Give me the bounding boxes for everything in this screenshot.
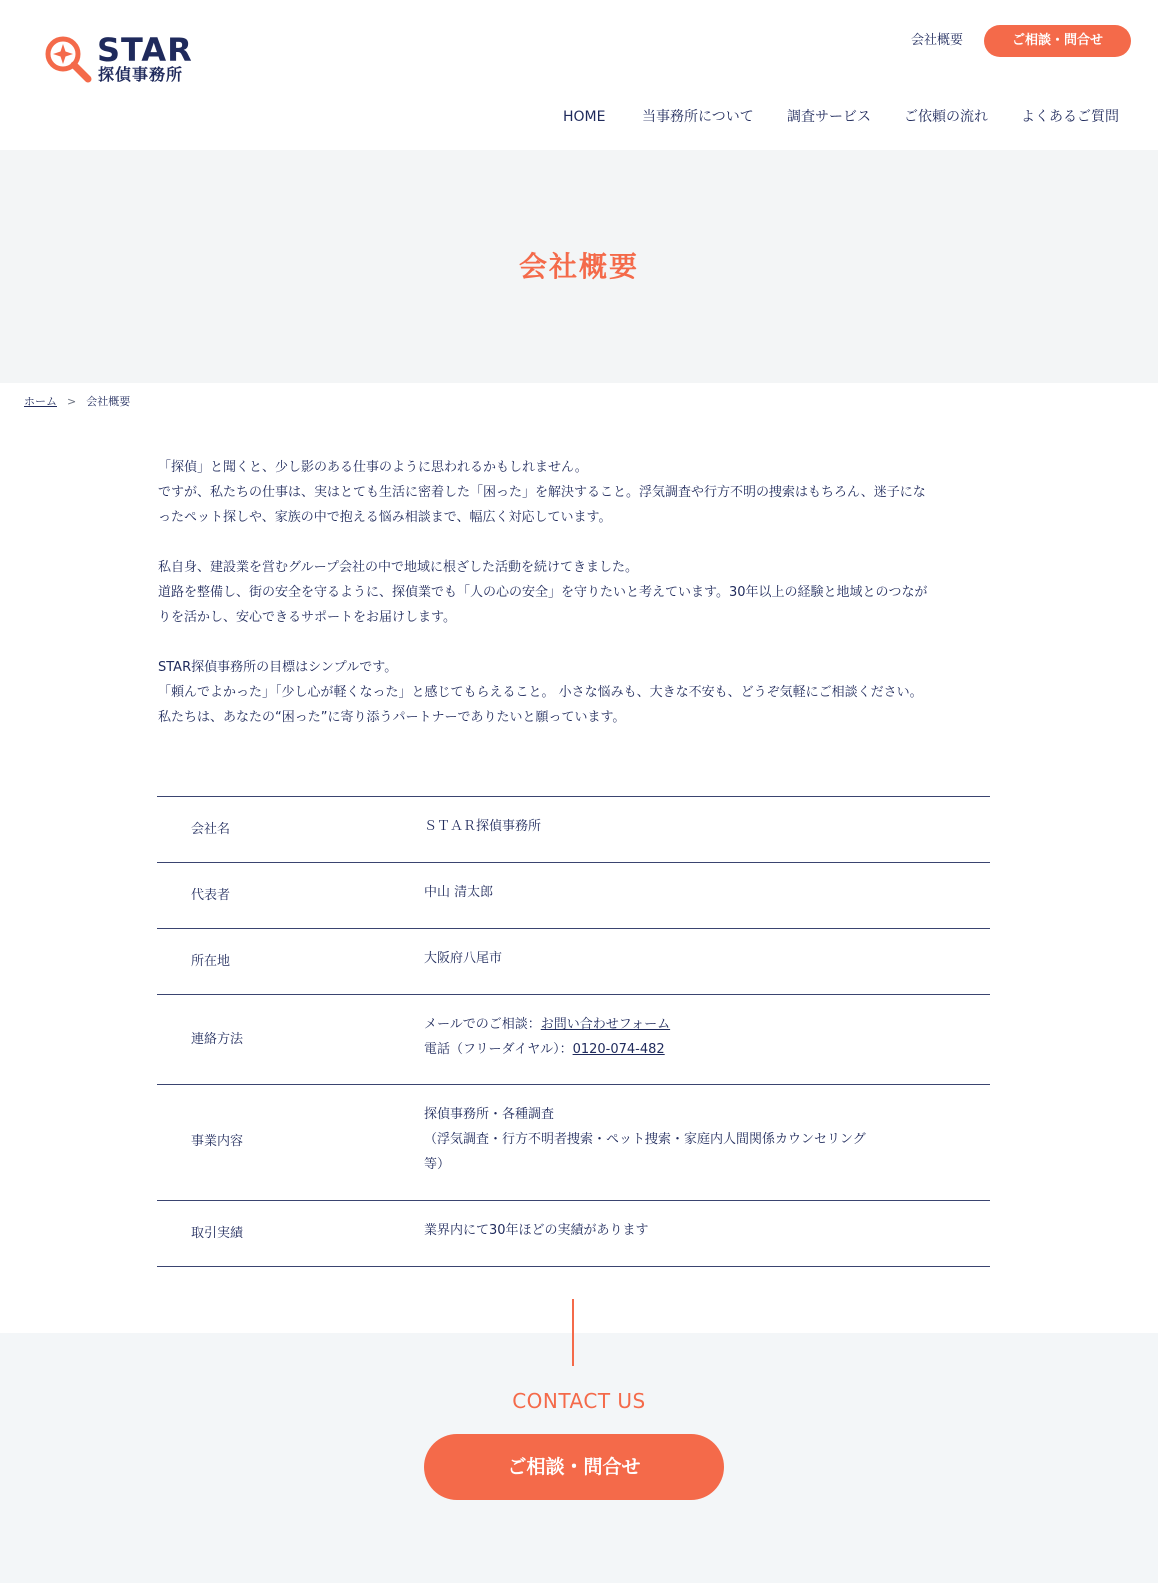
contact-divider-line: [572, 1299, 574, 1366]
intro-line: STAR探偵事務所の目標はシンプルです。: [158, 660, 398, 675]
contact-form-link[interactable]: お問い合わせフォーム: [540, 1017, 671, 1032]
site-logo[interactable]: [44, 31, 204, 85]
site-header: [0, 0, 1158, 150]
mail-prefix: メールでのご相談：: [424, 1017, 541, 1032]
table-row: [157, 995, 990, 1085]
row-label: 代表者: [191, 888, 231, 903]
logo-text-jp: 探偵事務所: [98, 65, 184, 84]
logo-text-en: STAR: [97, 31, 193, 69]
intro-line: 「頼んでよかった」「少し心が軽くなった」と感じてもらえること。 小さな悩みも、大きな不安も、どうぞ気軽にご相談ください。: [158, 685, 923, 700]
contact-title: CONTACT US: [512, 1389, 646, 1413]
tel-prefix: 電話（フリーダイヤル）：: [424, 1042, 573, 1057]
intro-line: 私自身、建設業を営むグループ会社の中で地域に根ざした活動を続けてきました。: [158, 560, 638, 575]
row-label: 連絡方法: [191, 1032, 244, 1047]
nav-item-about[interactable]: 当事務所について: [642, 109, 754, 125]
intro-line: りを活かし、安心できるサポートをお届けします。: [158, 610, 456, 625]
phone-link[interactable]: 0120-074-482: [572, 1042, 665, 1057]
header-contact-button[interactable]: ご相談・問合せ: [984, 25, 1131, 57]
company-overview-link[interactable]: 会社概要: [911, 33, 964, 48]
table-row: [157, 1085, 990, 1201]
table-row: [157, 1201, 990, 1267]
business-line: 探偵事務所・各種調査: [424, 1107, 555, 1122]
row-value: ＳＴＡＲ探偵事務所: [424, 819, 542, 834]
breadcrumb-home-link[interactable]: ホーム: [24, 395, 57, 408]
intro-paragraph: [158, 555, 990, 630]
business-line: 等）: [424, 1157, 451, 1172]
intro-line: 道路を整備し、街の安全を守るように、探偵業でも「人の心の安全」を守りたいと考えています。30年以上の経験と地域とのつなが: [158, 585, 928, 600]
page-title: 会社概要: [518, 250, 639, 283]
nav-item-faq[interactable]: よくあるご質問: [1021, 109, 1119, 125]
intro-line: ったペット探しや、家族の中で抱える悩み相談まで、幅広く対応しています。: [158, 510, 612, 525]
intro-text: [158, 455, 990, 755]
contact-button[interactable]: ご相談・問合せ: [424, 1434, 724, 1500]
row-label: 事業内容: [191, 1134, 244, 1149]
breadcrumb: [24, 393, 130, 411]
intro-line: 私たちは、あなたの“困った”に寄り添うパートナーでありたいと願っています。: [158, 710, 626, 725]
main-nav: [0, 107, 1158, 127]
row-value: [424, 1102, 866, 1177]
row-value: [424, 1012, 670, 1062]
business-line: （浮気調査・行方不明者捜索・ペット捜索・家庭内人間関係カウンセリング: [424, 1132, 866, 1147]
table-row: [157, 929, 990, 995]
row-label: 会社名: [191, 822, 231, 837]
intro-paragraph: [158, 655, 990, 730]
nav-item-home[interactable]: HOME: [563, 109, 606, 125]
breadcrumb-current: 会社概要: [86, 395, 131, 408]
intro-line: ですが、私たちの仕事は、実はとても生活に密着した「困った」を解決すること。浮気調査や行方不明の捜索はもちろん、迷子にな: [158, 485, 926, 500]
company-info-table: [157, 796, 990, 1267]
contact-tel-line: [424, 1037, 670, 1062]
magnifier-star-icon: [44, 35, 94, 85]
row-value: 中山 清太郎: [424, 885, 494, 900]
table-row: [157, 863, 990, 929]
table-row: [157, 797, 990, 863]
nav-item-services[interactable]: 調査サービス: [787, 109, 871, 125]
nav-item-flow[interactable]: ご依頼の流れ: [904, 109, 988, 125]
row-label: 取引実績: [191, 1226, 244, 1241]
row-value: 大阪府八尾市: [424, 951, 503, 966]
breadcrumb-separator: >: [67, 395, 77, 408]
page-hero: [0, 150, 1158, 383]
intro-paragraph: [158, 455, 990, 530]
contact-mail-line: [424, 1012, 670, 1037]
intro-line: 「探偵」と聞くと、少し影のある仕事のように思われるかもしれません。: [158, 460, 588, 475]
row-label: 所在地: [191, 954, 231, 969]
row-value: 業界内にて30年ほどの実績があります: [424, 1223, 649, 1238]
